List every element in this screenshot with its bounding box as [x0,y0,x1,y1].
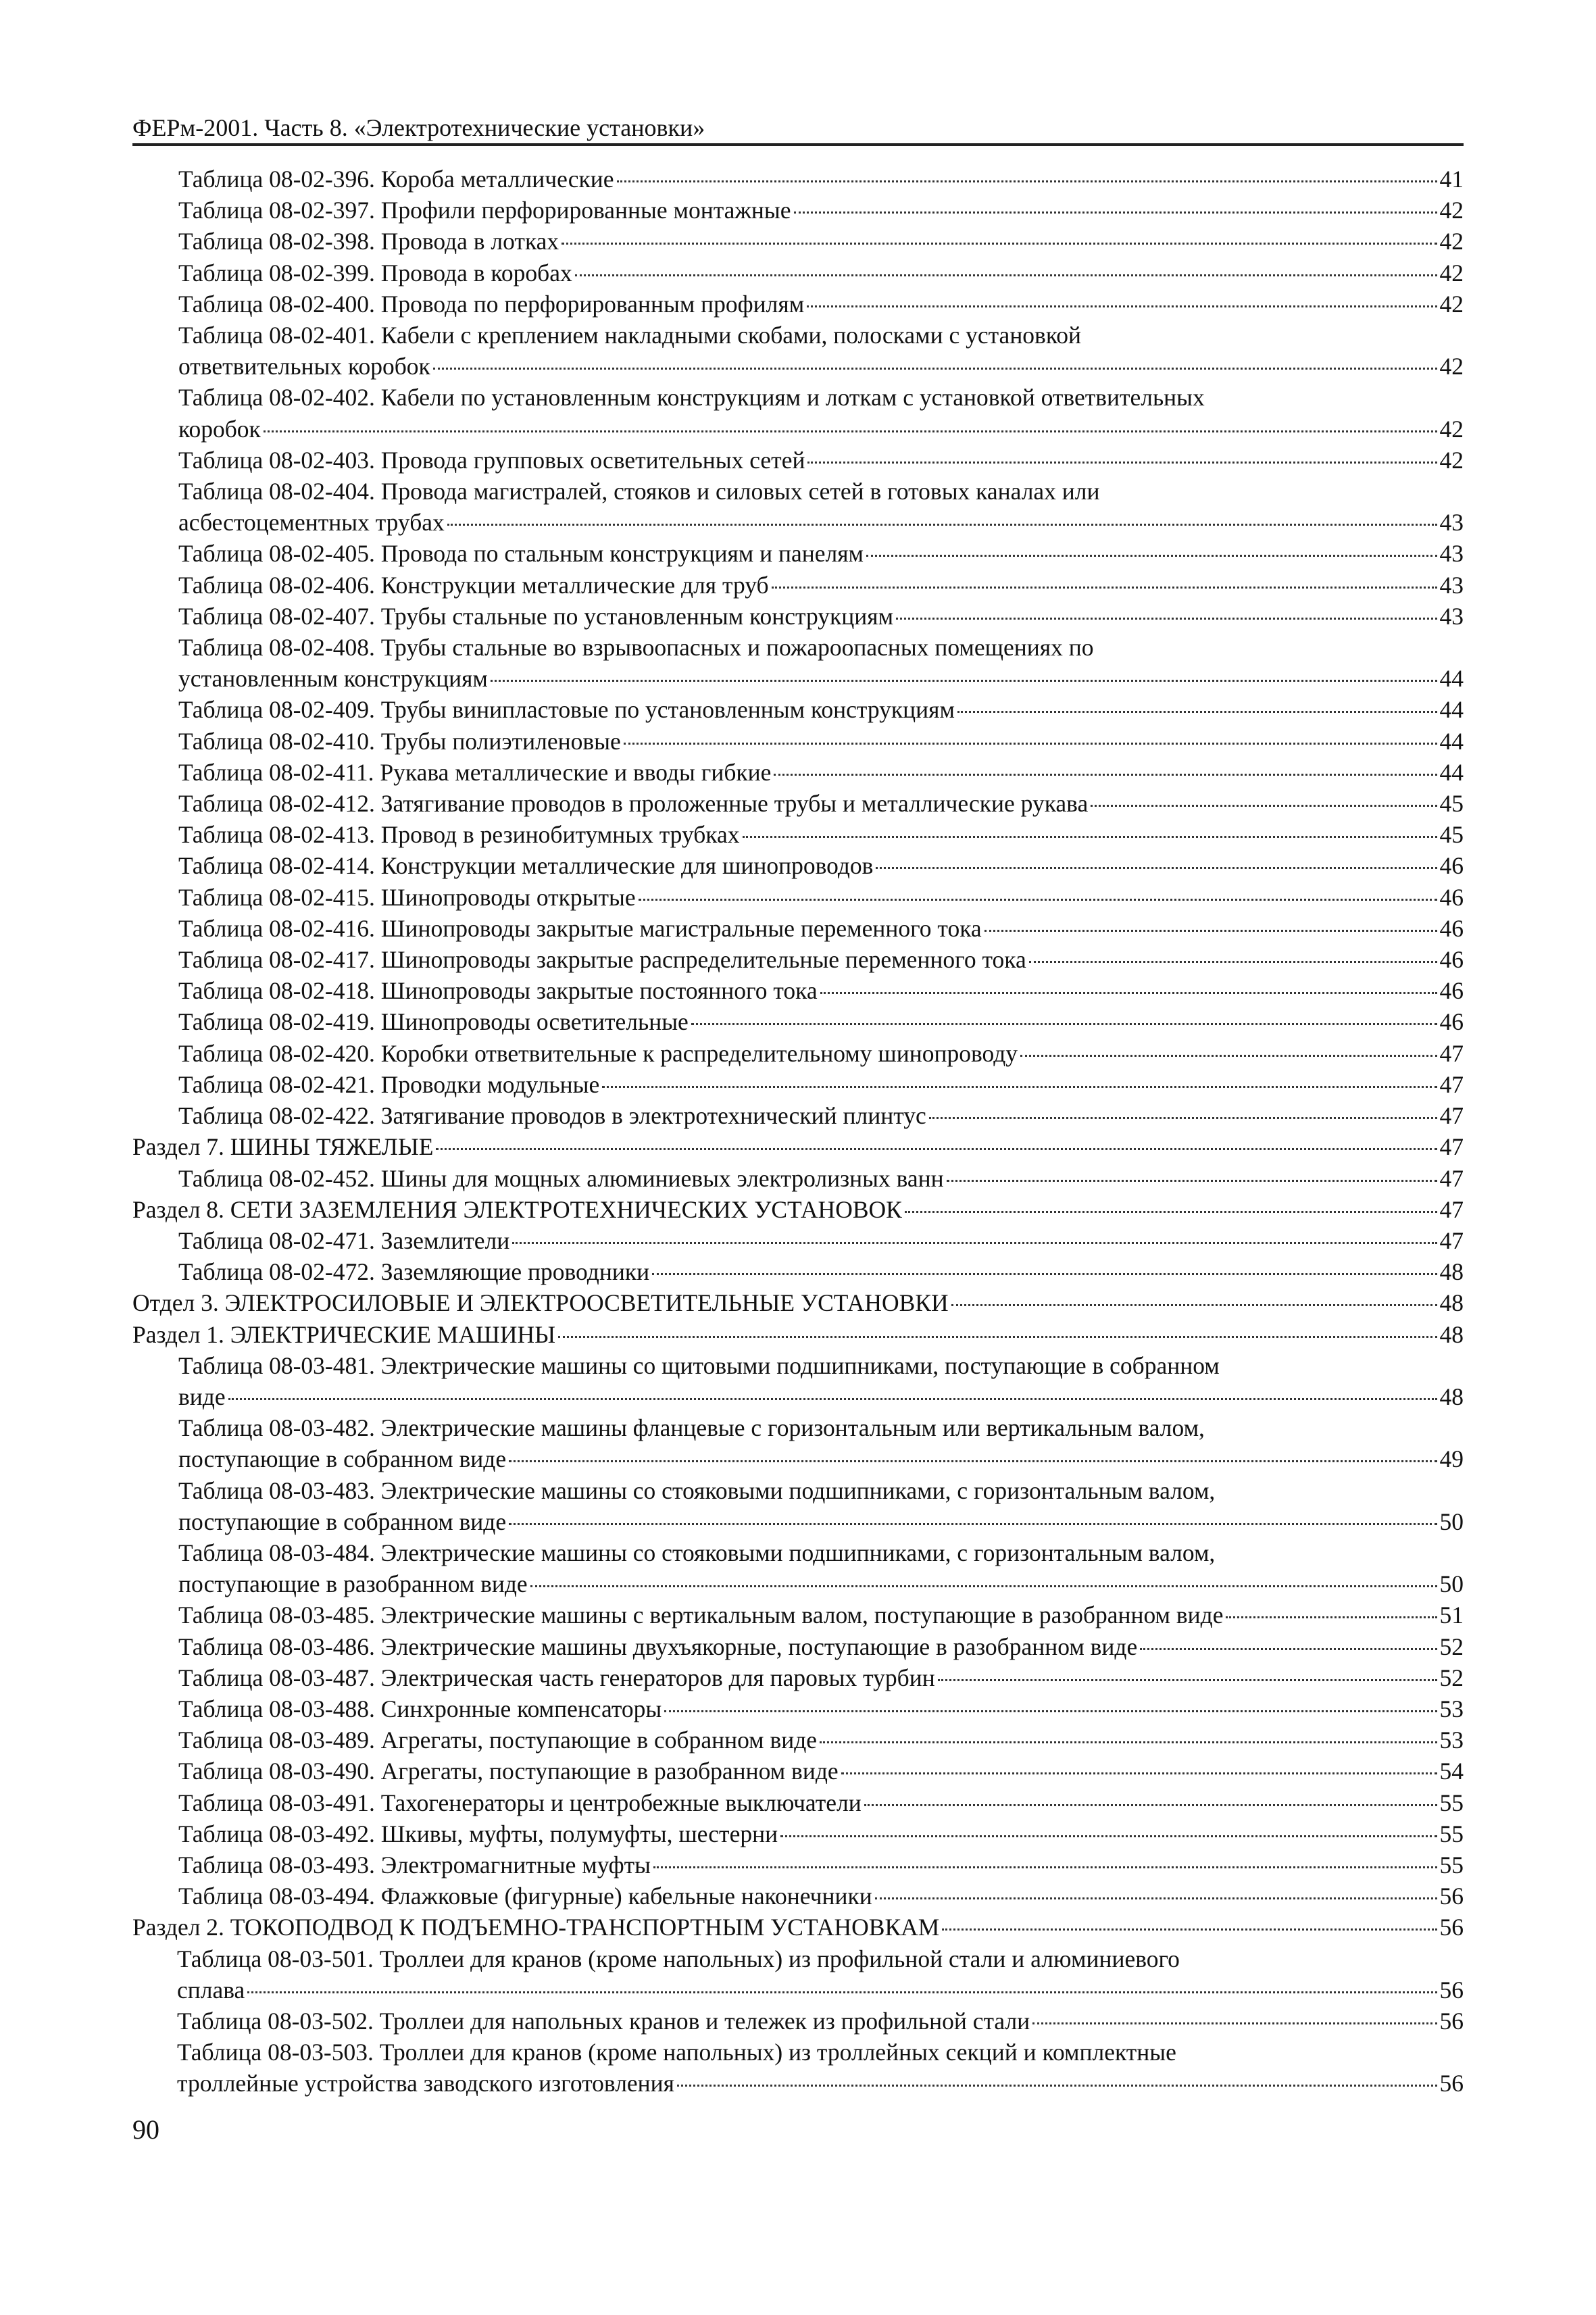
toc-entry-page: 41 [1439,166,1464,193]
toc-entry-title: Раздел 7. ШИНЫ ТЯЖЕЛЫЕ [132,1133,434,1161]
toc-entry-page: 50 [1439,1570,1464,1598]
dot-leader [664,1710,1437,1712]
dot-leader [957,711,1437,713]
toc-entry-page: 46 [1439,1008,1464,1036]
toc-table-entry[interactable] [178,1038,1464,1069]
toc-table-entry[interactable] [178,1412,1464,1474]
toc-table-entry[interactable] [178,913,1464,944]
toc-entry-page: 44 [1439,665,1464,693]
toc-table-entry[interactable] [178,1599,1464,1631]
toc-entry-title-line: Таблица 08-03-501. Троллеи для кранов (кроме напольных) из профильной стали и алюминиевого [177,1945,1180,1972]
toc-table-entry[interactable] [178,257,1464,289]
toc-entry-title: Таблица 08-02-399. Провода в коробах [178,259,572,287]
toc-table-entry[interactable] [178,1350,1464,1412]
toc-entry-title: Таблица 08-02-416. Шинопроводы закрытые магистральные переменного тока [178,914,982,942]
dot-leader [247,1991,1437,1993]
toc-entry-page: 51 [1439,1601,1464,1629]
dot-leader [617,180,1437,182]
toc-table-entry[interactable] [178,1100,1464,1131]
toc-entry-page: 56 [1439,2007,1464,2035]
toc-entry-title: Таблица 08-03-492. Шкивы, муфты, полумуфты, шестерни [178,1820,778,1847]
toc-table-entry[interactable] [178,538,1464,569]
dot-leader [653,1866,1437,1868]
toc-section-entry[interactable] [132,1194,1464,1225]
toc-table-entry[interactable] [178,1693,1464,1724]
toc-entry-title: Таблица 08-02-419. Шинопроводы осветительные [178,1008,689,1036]
toc-entry-title: Раздел 8. СЕТИ ЗАЗЕМЛЕНИЯ ЭЛЕКТРОТЕХНИЧЕСКИХ УСТАНОВОК [132,1195,902,1223]
toc-entry-page: 56 [1439,1883,1464,1910]
toc-entry-title: Таблица 08-02-452. Шины для мощных алюминиевых электролизных ванн [178,1164,944,1192]
toc-table-entry[interactable] [178,289,1464,320]
toc-entry-page: 46 [1439,852,1464,880]
toc-entry-title: Таблица 08-02-471. Заземлители [178,1226,510,1254]
dot-leader [624,743,1437,745]
toc-entry-page: 45 [1439,790,1464,818]
toc-entry-page: 47 [1439,1039,1464,1067]
toc-entry-title: Таблица 08-02-400. Провода по перфорированным профилям [178,290,805,318]
dot-leader [512,1242,1437,1244]
toc-table-entry[interactable] [178,1537,1464,1599]
toc-entry-page: 42 [1439,259,1464,287]
toc-table-entry[interactable] [178,1256,1464,1287]
toc-entry-page: 54 [1439,1758,1464,1785]
toc-table-entry[interactable] [178,1225,1464,1256]
toc-entry-page: 48 [1439,1383,1464,1410]
dot-leader [677,2085,1437,2087]
dot-leader [875,1897,1437,1899]
toc-entry-page: 55 [1439,1851,1464,1878]
toc-entry-title: Таблица 08-02-417. Шинопроводы закрытые распределительные переменного тока [178,946,1026,974]
toc-table-entry[interactable] [178,1756,1464,1787]
toc-entry-title: Таблица 08-02-398. Провода в лотках [178,228,559,255]
toc-entry-page: 42 [1439,197,1464,224]
toc-entry-title-line: Таблица 08-03-482. Электрические машины фланцевые с горизонтальным или вертикальным валом, [178,1414,1205,1442]
toc-table-entry[interactable] [178,850,1464,881]
toc-entry-title: Таблица 08-02-411. Рукава металлические и вводы гибкие [178,758,772,786]
dot-leader [774,774,1437,776]
toc-entry-page: 47 [1439,1133,1464,1161]
toc-entry-title: Раздел 2. ТОКОПОДВОД К ПОДЪЕМНО-ТРАНСПОРТНЫМ УСТАНОВКАМ [132,1914,940,1941]
toc-table-entry[interactable] [178,1818,1464,1849]
toc-entry-title-line: Таблица 08-03-503. Троллеи для кранов (кроме напольных) из троллейных секций и комплектные [177,2039,1176,2066]
toc-table-entry[interactable] [177,2006,1464,2037]
toc-entry-page: 44 [1439,727,1464,755]
dot-leader [639,899,1437,901]
toc-entry-page: 46 [1439,946,1464,974]
toc-entry-page: 43 [1439,602,1464,630]
toc-table-entry[interactable] [178,788,1464,819]
toc-entry-page: 49 [1439,1445,1464,1473]
toc-entry-title-line: Таблица 08-02-401. Кабели с креплением накладными скобами, полосками с установкой [178,322,1082,349]
toc-entry-title-line: Таблица 08-02-404. Провода магистралей, стояков и силовых сетей в готовых каналах или [178,478,1100,505]
dot-leader [905,1211,1437,1213]
toc-entry-page: 56 [1439,1976,1464,2003]
toc-entry-page: 43 [1439,509,1464,537]
toc-table-entry[interactable] [178,195,1464,226]
toc-table-entry[interactable] [178,226,1464,257]
dot-leader [864,1804,1437,1806]
toc-table-entry[interactable] [178,476,1464,538]
toc-entry-title: Таблица 08-03-489. Агрегаты, поступающие в собранном виде [178,1726,818,1754]
dot-leader [951,1304,1437,1306]
toc-entry-page: 52 [1439,1664,1464,1691]
toc-table-entry[interactable] [178,1724,1464,1756]
toc-entry-page: 46 [1439,977,1464,1005]
dot-leader [1020,1055,1437,1057]
toc-table-entry[interactable] [178,726,1464,757]
dot-leader [820,992,1437,994]
toc-entry-page: 42 [1439,415,1464,443]
toc-entry-page: 44 [1439,758,1464,786]
dot-leader [820,1741,1437,1743]
toc-table-entry[interactable] [178,1069,1464,1100]
toc-table-entry[interactable] [178,944,1464,975]
toc-entry-title: виде [178,1383,226,1410]
table-of-contents [132,164,1464,2099]
toc-table-entry[interactable] [178,1006,1464,1037]
toc-section-entry[interactable] [132,1912,1464,1943]
running-header: ФЕРм-2001. Часть 8. «Электротехнические установки» [132,114,705,141]
toc-entry-page: 47 [1439,1195,1464,1223]
toc-entry-page: 43 [1439,540,1464,568]
toc-table-entry[interactable] [178,819,1464,850]
dot-leader [433,368,1437,370]
page-number: 90 [132,2114,159,2145]
toc-table-entry[interactable] [178,1662,1464,1693]
toc-entry-title: ответвительных коробок [178,353,430,380]
toc-entry-title: Таблица 08-02-406. Конструкции металлические для труб [178,571,769,599]
dot-leader [743,836,1437,838]
dot-leader [530,1585,1437,1587]
toc-entry-page: 46 [1439,914,1464,942]
dot-leader [491,680,1437,682]
toc-table-entry[interactable] [177,2037,1464,2099]
toc-table-entry[interactable] [178,382,1464,444]
dot-leader [896,618,1437,620]
dot-leader [929,1117,1437,1119]
toc-entry-title: Таблица 08-02-421. Проводки модульные [178,1070,600,1098]
toc-table-entry[interactable] [178,445,1464,476]
toc-entry-title: поступающие в собранном виде [178,1508,507,1535]
toc-entry-title: Таблица 08-02-405. Провода по стальным конструкциям и панелям [178,540,864,568]
toc-table-entry[interactable] [178,632,1464,694]
toc-entry-title: Таблица 08-03-493. Электромагнитные муфты [178,1851,651,1878]
dot-leader [228,1398,1437,1400]
toc-section-entry[interactable] [132,1131,1464,1162]
toc-entry-page: 53 [1439,1726,1464,1754]
toc-entry-page: 56 [1439,2070,1464,2097]
toc-entry-title: Таблица 08-02-413. Провод в резинобитумных трубках [178,821,740,849]
toc-entry-page: 53 [1439,1695,1464,1722]
dot-leader [264,430,1437,432]
toc-table-entry[interactable] [178,320,1464,382]
toc-entry-title-line: Таблица 08-03-484. Электрические машины со стояковыми подшипниками, с горизонтальным валом, [178,1539,1216,1566]
toc-entry-title: Таблица 08-03-491. Тахогенераторы и центробежные выключатели [178,1789,862,1816]
toc-entry-title: троллейные устройства заводского изготовления [177,2070,675,2097]
toc-entry-page: 55 [1439,1820,1464,1847]
toc-entry-title: установленным конструкциям [178,665,488,693]
dot-leader [602,1086,1437,1088]
toc-entry-title: асбестоцементных трубах [178,509,445,537]
toc-table-entry[interactable] [178,1475,1464,1537]
dot-leader [558,1336,1437,1338]
toc-entry-title-line: Таблица 08-02-402. Кабели по установленным конструкциям и лоткам с установкой ответвительных [178,384,1205,412]
dot-leader [1032,2022,1437,2024]
toc-table-entry[interactable] [178,757,1464,788]
dot-leader [807,305,1437,307]
dot-leader [1226,1616,1437,1618]
toc-entry-title: Таблица 08-02-403. Провода групповых осветительных сетей [178,446,805,474]
toc-entry-title: Отдел 3. ЭЛЕКТРОСИЛОВЫЕ И ЭЛЕКТРООСВЕТИТЕЛЬНЫЕ УСТАНОВКИ [132,1289,949,1317]
toc-entry-page: 42 [1439,228,1464,255]
toc-entry-title: Таблица 08-02-396. Короба металлические [178,166,614,193]
toc-section-entry[interactable] [132,1287,1464,1318]
toc-entry-title: Таблица 08-03-494. Флажковые (фигурные) кабельные наконечники [178,1883,872,1910]
toc-table-entry[interactable] [178,975,1464,1006]
toc-entry-title: Таблица 08-03-486. Электрические машины двухъякорные, поступающие в разобранном виде [178,1633,1138,1660]
toc-entry-title: поступающие в разобранном виде [178,1570,528,1598]
toc-entry-page: 48 [1439,1258,1464,1286]
toc-section-entry[interactable] [132,1319,1464,1350]
dot-leader [984,930,1437,932]
dot-leader [509,1523,1437,1525]
dot-leader [652,1273,1437,1275]
toc-entry-page: 56 [1439,1914,1464,1941]
toc-entry-title: Таблица 08-02-407. Трубы стальные по установленным конструкциям [178,602,894,630]
toc-entry-title: Таблица 08-02-409. Трубы винипластовые по установленным конструкциям [178,696,955,724]
dot-leader [794,211,1437,214]
dot-leader [1140,1648,1437,1650]
toc-entry-page: 48 [1439,1320,1464,1348]
toc-entry-title: Таблица 08-02-412. Затягивание проводов в проложенные трубы и металлические рукава [178,790,1089,818]
dot-leader [876,867,1437,869]
toc-entry-page: 45 [1439,821,1464,849]
dot-leader [841,1772,1437,1774]
toc-entry-title-line: Таблица 08-03-483. Электрические машины со стояковыми подшипниками, с горизонтальным валом, [178,1476,1216,1504]
toc-table-entry[interactable] [178,694,1464,725]
toc-entry-title: Таблица 08-03-485. Электрические машины с вертикальным валом, поступающие в разобранном виде [178,1601,1224,1629]
dot-leader [1091,805,1437,807]
dot-leader [780,1835,1437,1837]
toc-entry-page: 52 [1439,1633,1464,1660]
toc-entry-title: Таблица 08-02-397. Профили перфорированные монтажные [178,197,791,224]
dot-leader [562,243,1437,245]
toc-entry-title: Таблица 08-02-418. Шинопроводы закрытые постоянного тока [178,977,818,1005]
toc-entry-page: 42 [1439,353,1464,380]
toc-table-entry[interactable] [178,1787,1464,1818]
toc-table-entry[interactable] [178,1163,1464,1194]
dot-leader [1029,961,1437,963]
toc-entry-title: Таблица 08-03-487. Электрическая часть генераторов для паровых турбин [178,1664,935,1691]
toc-entry-title: Таблица 08-03-502. Троллеи для напольных кранов и тележек из профильной стали [177,2007,1030,2035]
toc-entry-title: Таблица 08-02-472. Заземляющие проводники [178,1258,650,1286]
toc-table-entry[interactable] [178,1849,1464,1881]
toc-entry-page: 47 [1439,1102,1464,1130]
toc-entry-title: Раздел 1. ЭЛЕКТРИЧЕСКИЕ МАШИНЫ [132,1320,556,1348]
toc-entry-page: 55 [1439,1789,1464,1816]
toc-entry-title: Таблица 08-02-414. Конструкции металлические для шинопроводов [178,852,874,880]
toc-entry-title: Таблица 08-02-420. Коробки ответвительные к распределительному шинопроводу [178,1039,1018,1067]
toc-entry-title: Таблица 08-02-415. Шинопроводы открытые [178,883,636,911]
toc-entry-title-line: Таблица 08-03-481. Электрические машины со щитовыми подшипниками, поступающие в собранном [178,1351,1220,1379]
toc-entry-page: 44 [1439,696,1464,724]
toc-entry-page: 50 [1439,1508,1464,1535]
dot-leader [947,1180,1437,1182]
dot-leader [866,555,1437,557]
toc-entry-page: 42 [1439,290,1464,318]
toc-entry-page: 48 [1439,1289,1464,1317]
dot-leader [447,524,1437,526]
toc-table-entry[interactable] [178,882,1464,913]
toc-table-entry[interactable] [177,1943,1464,2006]
toc-entry-title: Таблица 08-03-488. Синхронные компенсаторы [178,1695,662,1722]
toc-entry-title: Таблица 08-02-422. Затягивание проводов в электротехнический плинтус [178,1102,926,1130]
toc-table-entry[interactable] [178,570,1464,601]
header-rule [132,143,1464,146]
dot-leader [938,1679,1437,1681]
dot-leader [509,1460,1437,1462]
toc-entry-title: коробок [178,415,261,443]
toc-entry-title: Таблица 08-03-490. Агрегаты, поступающие в разобранном виде [178,1758,839,1785]
toc-table-entry[interactable] [178,1631,1464,1662]
toc-entry-page: 47 [1439,1164,1464,1192]
dot-leader [942,1928,1437,1931]
toc-table-entry[interactable] [178,601,1464,632]
dot-leader [807,462,1437,464]
toc-entry-title: сплава [177,1976,245,2003]
toc-table-entry[interactable] [178,164,1464,195]
toc-table-entry[interactable] [178,1881,1464,1912]
dot-leader [772,587,1437,589]
toc-entry-title: Таблица 08-02-410. Трубы полиэтиленовые [178,727,621,755]
toc-entry-page: 47 [1439,1226,1464,1254]
dot-leader [691,1023,1437,1025]
dot-leader [436,1148,1437,1150]
toc-entry-page: 43 [1439,571,1464,599]
dot-leader [575,274,1437,276]
toc-entry-page: 46 [1439,883,1464,911]
toc-entry-page: 47 [1439,1070,1464,1098]
toc-entry-page: 42 [1439,446,1464,474]
toc-entry-title: поступающие в собранном виде [178,1445,507,1473]
toc-entry-title-line: Таблица 08-02-408. Трубы стальные во взрывоопасных и пожароопасных помещениях по [178,634,1094,662]
